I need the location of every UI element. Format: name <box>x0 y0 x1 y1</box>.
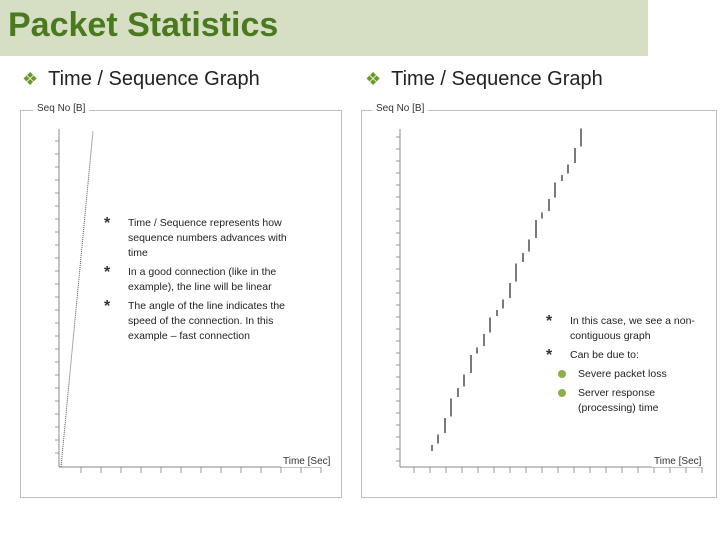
right-seq-axis-label: Seq No [B] <box>372 103 428 114</box>
left-note <box>104 299 304 344</box>
left-heading <box>22 68 260 91</box>
asterisk-bullet-icon: * <box>546 313 553 330</box>
cause-text: Server response (processing) time <box>578 387 659 414</box>
right-heading-text: Time / Sequence Graph <box>391 68 603 90</box>
right-graph <box>361 103 717 498</box>
right-notes <box>546 314 706 416</box>
left-note-text: In a good connection (like in the example), the line will be linear <box>128 266 277 293</box>
right-note-text: In this case, we see a non-contiguous graph <box>570 315 695 342</box>
diamond-bullet-icon: ❖ <box>22 69 39 89</box>
diamond-bullet-icon: ❖ <box>365 69 382 89</box>
slide-title: Packet Statistics <box>8 6 279 44</box>
right-time-axis-label: Time [Sec] <box>654 456 702 467</box>
asterisk-bullet-icon: * <box>104 264 111 281</box>
left-sequence-line <box>61 131 93 467</box>
cause-text: Severe packet loss <box>578 368 667 380</box>
cause-item <box>546 386 706 416</box>
right-note <box>546 314 706 344</box>
right-x-ticks <box>414 467 702 473</box>
left-note <box>104 216 304 261</box>
left-note-text: Time / Sequence represents how sequence numbers advances with time <box>128 217 287 259</box>
left-seq-axis-label: Seq No [B] <box>33 103 89 114</box>
right-note-text: Can be due to: <box>570 349 639 361</box>
asterisk-bullet-icon: * <box>546 347 553 364</box>
cause-item <box>546 367 706 382</box>
right-heading <box>365 68 603 91</box>
right-y-ticks <box>396 137 400 461</box>
asterisk-bullet-icon: * <box>104 215 111 232</box>
left-x-ticks <box>81 467 321 473</box>
left-y-ticks <box>55 141 59 453</box>
left-notes <box>104 216 304 348</box>
right-graph-plot <box>362 111 716 497</box>
right-note <box>546 348 706 363</box>
green-dot-bullet-icon <box>558 389 566 397</box>
green-dot-bullet-icon <box>558 370 566 378</box>
left-note <box>104 265 304 295</box>
left-time-axis-label: Time [Sec] <box>283 456 331 467</box>
left-heading-text: Time / Sequence Graph <box>48 68 260 90</box>
left-note-text: The angle of the line indicates the speed of the connection. In this example – fast connection <box>128 300 286 342</box>
asterisk-bullet-icon: * <box>104 298 111 315</box>
